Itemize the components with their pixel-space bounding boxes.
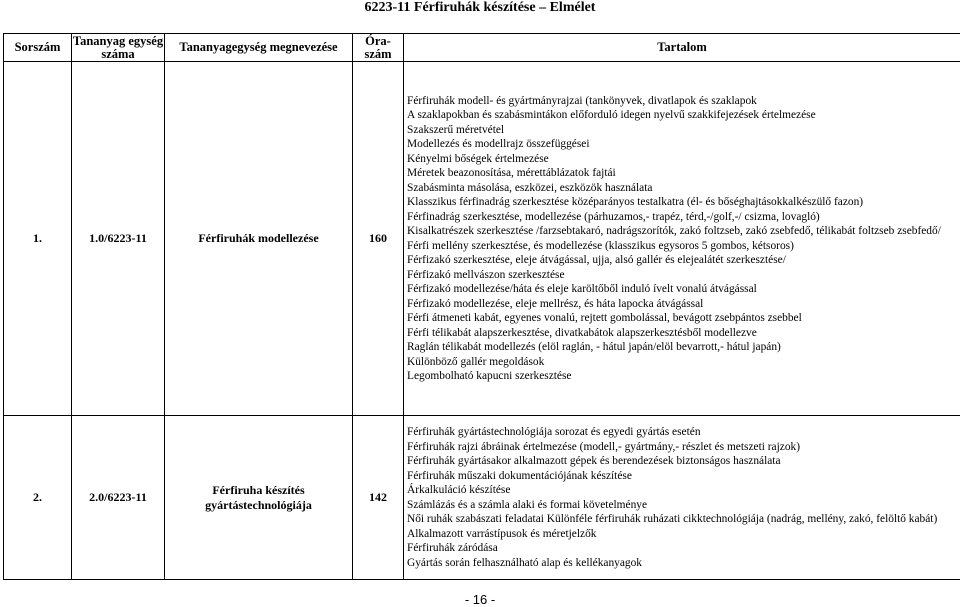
content-line: Kényelmi bőségek értelmezése <box>407 152 549 165</box>
content-line: Férfizakó mellvászon szerkesztése <box>407 268 565 281</box>
document-title: 6223-11 Férfiruhák készítése – Elmélet <box>364 0 596 15</box>
content-line: Férfiruhák gyártásakor alkalmazott gépek és berendezések biztonságos használata <box>407 455 781 467</box>
content-line: Férfi átmeneti kabát, egyenes vonalú, rejtett gombolással, bevágott zsebpántos zsebbel <box>407 312 802 324</box>
content-line: Árkalkuláció készítése <box>407 484 511 496</box>
content-line: Kisalkatrészek szerkesztése /farzsebtakaró, nadrágszorítók, zakó foltzseb, zakó zsebfedő, télikabát foltzseb zsebfedő/ <box>407 225 941 237</box>
content-line: A szaklapokban és szabásmintákon előforduló idegen nyelvű szakkifejezések értelmezése <box>407 109 816 121</box>
row-number: 1. <box>4 62 72 416</box>
unit-name: Férfiruha készítés gyártástechnológiája <box>165 416 353 580</box>
unit-name: Férfiruhák modellezése <box>165 62 353 416</box>
unit-content <box>404 416 960 580</box>
unit-hours: 142 <box>353 416 404 580</box>
content-line: Számlázás és a számla alaki és formai követelménye <box>407 498 648 511</box>
content-line: Férfiruhák műszaki dokumentációjának készítése <box>407 469 632 482</box>
content-line: Gyártás során felhasználható alap és kellékanyagok <box>407 556 642 569</box>
content-line: Férfiruhák záródása <box>407 542 498 554</box>
content-line: Szakszerű méretvétel <box>407 123 505 136</box>
content-line: Legombolható kapucni szerkesztése <box>407 370 572 382</box>
content-line: Férfiruhák gyártástechnológiája sorozat és egyedi gyártás esetén <box>407 426 701 438</box>
content-line: Raglán télikabát modellezés (elöl raglán, - hátul japán/elöl bevarrott,- hátul japán) <box>407 341 781 353</box>
content-line: Szabásminta másolása, eszközei, eszközök használata <box>407 181 653 194</box>
content-line: Férfizakó szerkesztése, eleje átvágással, ujja, alsó gallér és elejealátét szerkesztése/ <box>407 254 786 266</box>
content-line: Alkalmazott varrástípusok és méretjelzők <box>407 527 597 540</box>
content-line: Női ruhák szabászati feladatai Különféle férfiruhák ruházati cikktechnológiája (nadrág, mellény, zakó, felöltő kabát) <box>407 513 938 525</box>
header-sorszam: Sorszám <box>4 34 72 62</box>
header-unit-name: Tananyagegység megnevezése <box>165 34 353 62</box>
header-unit-number: Tananyag egység száma <box>72 33 164 61</box>
unit-code: 2.0/6223-11 <box>72 416 165 580</box>
table-header-row <box>4 34 960 62</box>
content-line: Különböző gallér megoldások <box>407 355 545 368</box>
content-line: Férfiruhák rajzi ábráinak értelmezése (modell,- gyártmány,- részlet és metszeti rajzok) <box>407 440 800 453</box>
unit-hours: 160 <box>353 62 404 416</box>
unit-code: 1.0/6223-11 <box>72 62 165 416</box>
content-line: Férfizakó modellezése, eleje mellrész, és háta lapocka átvágással <box>407 297 704 310</box>
content-line: Férfi mellény szerkesztése, és modellezése (klasszikus egysoros 5 gombos, kétsoros) <box>407 239 794 252</box>
content-line: Méretek beazonosítása, mérettáblázatok fajtái <box>407 167 616 179</box>
unit-content <box>404 62 960 416</box>
content-line: Férfi télikabát alapszerkesztése, divatkabátok alapszerkesztésből modellezve <box>407 326 757 339</box>
content-line: Férfinadrág szerkesztése, modellezése (párhuzamos,- trapéz, térd,-/golf,-/ csizma, lovagló) <box>407 210 820 223</box>
row-number: 2. <box>4 416 72 580</box>
table-row <box>4 416 960 580</box>
content-line: Férfizakó modellezése/háta és eleje karöltőből induló ívelt vonalú átvágással <box>407 283 757 295</box>
content-line: Klasszikus férfinadrág szerkesztése középarányos testalkatra (él- és bőséghajtásokkalkészülő fazon) <box>407 196 864 208</box>
header-hours: Óra-szám <box>353 34 404 62</box>
content-line: Férfiruhák modell- és gyártmányrajzai (tankönyvek, divatlapok és szaklapok <box>407 94 757 107</box>
content-line: Modellezés és modellrajz összefüggései <box>407 138 590 150</box>
table-row <box>4 62 960 416</box>
header-content: Tartalom <box>404 34 960 62</box>
page-number: - 16 - <box>464 592 496 607</box>
curriculum-table <box>3 33 960 580</box>
